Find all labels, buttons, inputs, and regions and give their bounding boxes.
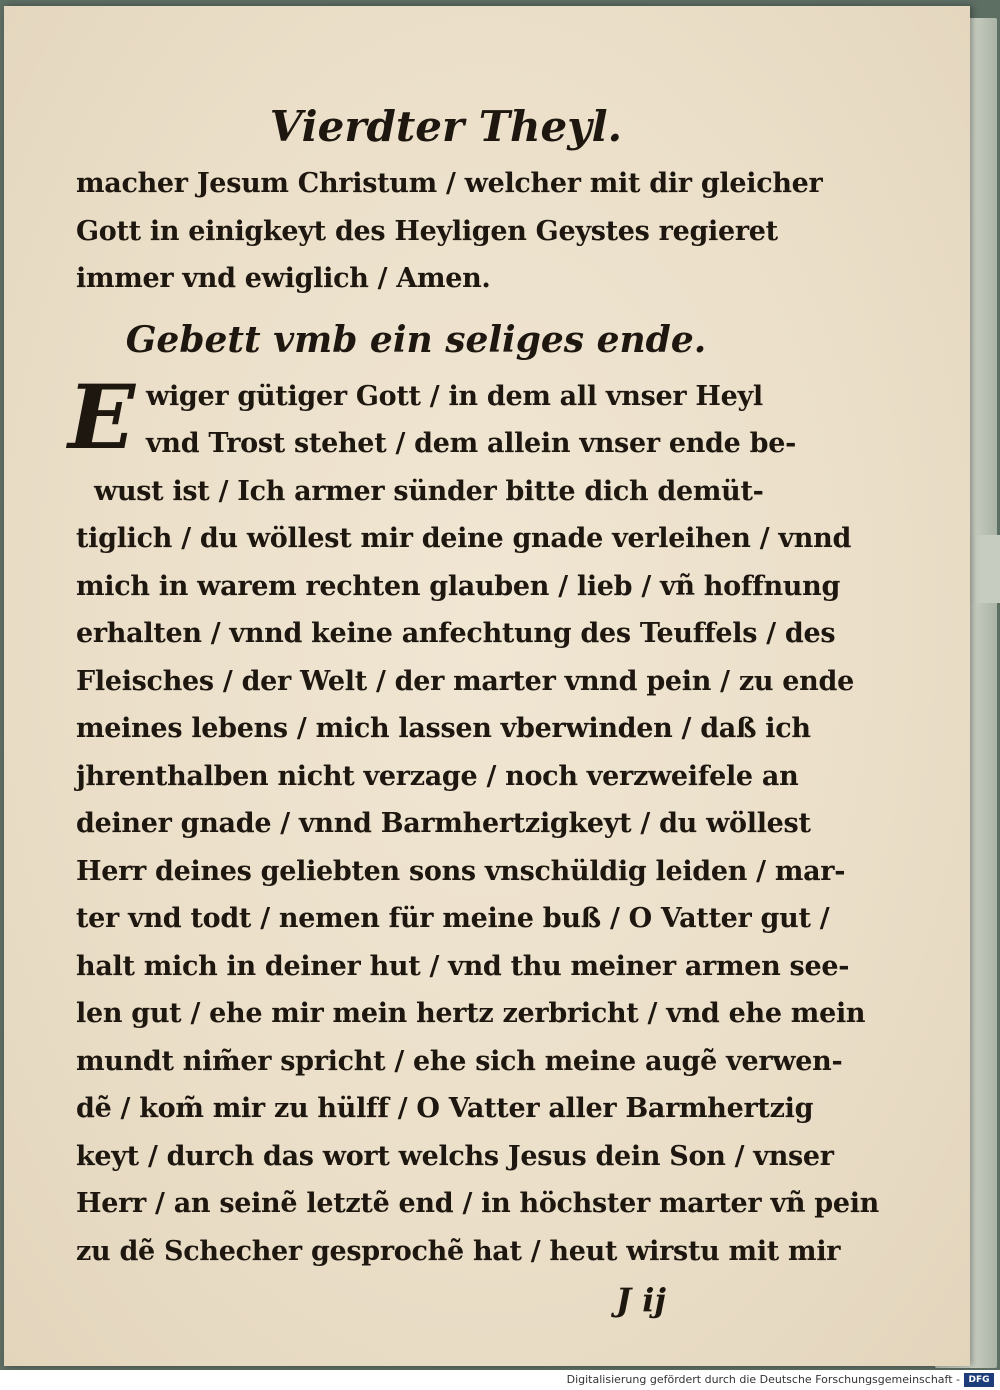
text-block: [68, 94, 880, 1325]
body-line: Fleisches / der Welt / der marter vnnd pein / zu ende: [76, 665, 854, 697]
prayer-heading: Gebett vmb ein seliges ende.: [125, 318, 707, 361]
body-line: Herr deines geliebten sons vnschüldig leiden / mar-: [76, 855, 846, 887]
decorated-initial: E: [68, 364, 136, 469]
body-line: tiglich / du wöllest mir deine gnade verleihen / vnnd: [76, 523, 852, 554]
body-line: ter vnd todt / nemen für meine buß / O Vatter gut /: [76, 903, 830, 934]
body-line: halt mich in deiner hut / vnd thu meiner armen see-: [76, 950, 850, 982]
body-line: keyt / durch das wort welchs Jesus dein Son / vnser: [76, 1140, 834, 1172]
dfg-logo-icon: DFG: [964, 1373, 994, 1387]
body-line: meines lebens / mich lassen vberwinden / daß ich: [76, 713, 811, 744]
body-line: erhalten / vnnd keine anfechtung des Teuffels / des: [76, 618, 836, 649]
body-line: zu dẽ Schecher gesprochẽ hat / heut wirstu mit mir: [76, 1235, 841, 1267]
footer-credit: Digitalisierung gefördert durch die Deutsche Forschungsgemeinschaft -: [566, 1373, 960, 1386]
body-line: vnd Trost stehet / dem allein vnser ende be-: [146, 428, 796, 459]
signature-mark: J ij: [615, 1281, 666, 1319]
running-head: Vierdter Theyl.: [269, 102, 623, 151]
body-line: dẽ / kom̃ mir zu hülff / O Vatter aller Barmhertzig: [76, 1093, 814, 1124]
book-page: [4, 6, 970, 1366]
intro-line: immer vnd ewiglich / Amen.: [76, 263, 491, 294]
body-line: mundt nim̃er spricht / ehe sich meine augẽ verwen-: [76, 1045, 843, 1077]
body-line: deiner gnade / vnnd Barmhertzigkeyt / du wöllest: [76, 808, 811, 839]
body-line: wiger gütiger Gott / in dem all vnser Heyl: [146, 380, 763, 412]
intro-line: macher Jesum Christum / welcher mit dir gleicher: [76, 168, 823, 199]
footer-bar: [0, 1370, 1000, 1390]
body-line: Herr / an seinẽ letztẽ end / in höchster marter vñ pein: [76, 1188, 880, 1219]
prayer-paragraph: [68, 364, 880, 1276]
body-line: mich in warem rechten glauben / lieb / vñ hoffnung: [76, 570, 841, 602]
body-line: len gut / ehe mir mein hertz zerbricht / vnd ehe mein: [76, 998, 866, 1029]
body-line: jhrenthalben nicht verzage / noch verzweifele an: [76, 760, 799, 792]
intro-line: Gott in einigkeyt des Heyligen Geystes regieret: [76, 215, 778, 247]
body-line: wust ist / Ich armer sünder bitte dich demüt-: [94, 475, 764, 507]
